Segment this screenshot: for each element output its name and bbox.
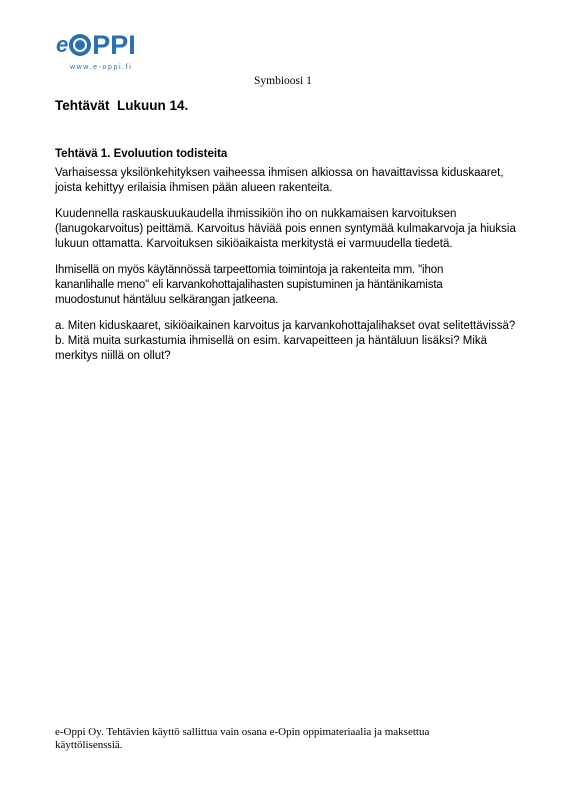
logo-e-letter: e — [56, 32, 69, 57]
text-line: (lanugokarvoitus) peittämä. Karvoitus häviää pois ennen syntymää kulmakarvoja ja hiuksia — [55, 223, 516, 235]
text-line: muodostunut häntäluu selkärangan jatkeena. — [55, 294, 279, 306]
text-line: kananlihalle meno" eli karvankohottajalihasten supistuminen ja häntänikamista — [55, 279, 443, 291]
question-line: b. Mitä muita surkastumia ihmisellä on esim. karvapeitteen ja häntäluun lisäksi? Mikä — [55, 335, 488, 347]
footer-line: e-Oppi Oy. Tehtävien käyttö sallittua vain osana e-Opin oppimateriaalia ja maksettua — [55, 726, 430, 738]
questions — [55, 319, 525, 364]
text-line: Kuudennella raskauskuukaudella ihmissikiön iho on nukkamaisen karvoituksen — [55, 208, 457, 220]
footer-license-note — [55, 726, 525, 752]
paragraph-vestigial — [55, 263, 525, 308]
document-header-title: Symbioosi 1 — [254, 75, 312, 87]
text-line: Varhaisessa yksilönkehityksen vaiheessa ihmisen alkiossa on havaittavissa kiduskaaret, — [55, 167, 504, 179]
task-content — [55, 148, 525, 375]
text-line: Ihmisellä on myös käytännössä tarpeettomia toimintoja ja rakenteita mm. "ihon — [55, 264, 444, 276]
eoppi-logo — [56, 30, 166, 86]
page-heading: Tehtävät Lukuun 14. — [55, 98, 189, 113]
question-line: merkitys niillä on ollut? — [55, 350, 171, 362]
logo-ball-icon — [69, 34, 91, 56]
text-line: joista kehittyy erilaisia ihmisen pään alueen rakenteita. — [55, 182, 333, 194]
question-line: a. Miten kiduskaaret, sikiöaikainen karvoitus ja karvankohottajalihakset ovat selitettävissä? — [55, 320, 516, 332]
logo-mark — [56, 30, 166, 60]
footer-line: käyttölisenssiä. — [55, 739, 123, 751]
task-title: Tehtävä 1. Evoluution todisteita — [55, 148, 228, 160]
text-line: lukuun ottamatta. Karvoituksen sikiöaikaista merkitystä ei varmuudella tiedetä. — [55, 238, 453, 250]
paragraph-gill-arches — [55, 166, 525, 196]
logo-wordmark: PPI — [92, 30, 136, 60]
paragraph-lanugo — [55, 207, 525, 252]
logo-url: www.e-oppi.fi — [70, 64, 133, 71]
